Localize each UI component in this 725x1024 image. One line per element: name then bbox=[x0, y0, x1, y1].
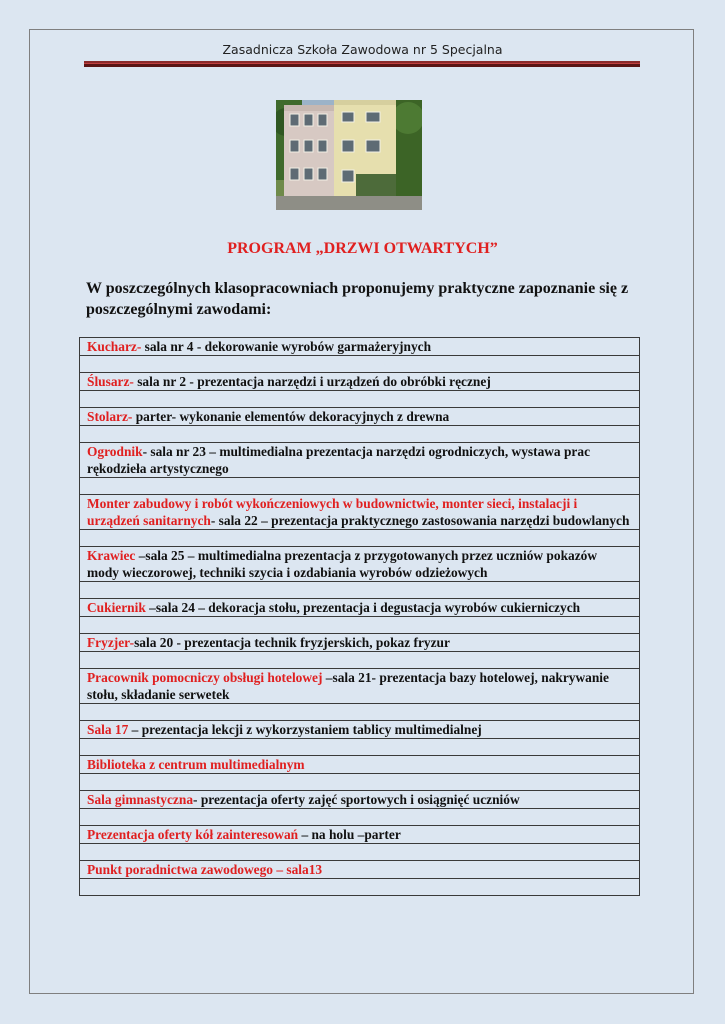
table-row-empty bbox=[80, 426, 640, 443]
program-name: Ogrodnik bbox=[87, 444, 143, 459]
table-row-empty bbox=[80, 652, 640, 669]
table-row-empty bbox=[80, 879, 640, 896]
school-building-photo bbox=[276, 100, 422, 210]
table-row bbox=[80, 373, 640, 391]
table-row-empty bbox=[80, 809, 640, 826]
program-cell bbox=[80, 721, 640, 739]
program-cell bbox=[80, 634, 640, 652]
header-school-name: Zasadnicza Szkoła Zawodowa nr 5 Specjalna bbox=[222, 42, 503, 57]
program-cell bbox=[80, 826, 640, 844]
program-cell bbox=[80, 338, 640, 356]
program-name: Stolarz- bbox=[87, 409, 133, 424]
program-cell bbox=[80, 861, 640, 879]
table-row-empty bbox=[80, 704, 640, 721]
program-desc: parter- wykonanie elementów dekoracyjnych z drewna bbox=[132, 409, 450, 424]
program-cell bbox=[80, 495, 640, 530]
program-name: Fryzjer- bbox=[87, 635, 135, 650]
program-table bbox=[79, 337, 640, 896]
table-row-empty bbox=[80, 356, 640, 373]
program-desc: – na holu –parter bbox=[298, 827, 401, 842]
program-cell bbox=[80, 408, 640, 426]
program-name: Sala 17 bbox=[87, 722, 129, 737]
program-cell bbox=[80, 791, 640, 809]
table-row bbox=[80, 599, 640, 617]
program-name: Punkt poradnictwa zawodowego – sala13 bbox=[87, 862, 323, 877]
program-desc: –sala 24 – dekoracja stołu, prezentacja i degustacja wyrobów cukierniczych bbox=[145, 600, 581, 615]
table-row bbox=[80, 669, 640, 704]
program-name: Prezentacja oferty kół zainteresowań bbox=[87, 827, 299, 842]
program-name: Krawiec bbox=[87, 548, 136, 563]
program-desc: sala nr 2 - prezentacja narzędzi i urządzeń do obróbki ręcznej bbox=[133, 374, 491, 389]
table-row bbox=[80, 791, 640, 809]
table-row bbox=[80, 338, 640, 356]
table-row bbox=[80, 756, 640, 774]
program-desc: – prezentacja lekcji z wykorzystaniem tablicy multimedialnej bbox=[128, 722, 482, 737]
program-desc: - sala nr 23 – multimedialna prezentacja narzędzi ogrodniczych, wystawa prac rękodzieła artystycznego bbox=[87, 444, 591, 476]
table-row bbox=[80, 634, 640, 652]
table-row-empty bbox=[80, 582, 640, 599]
program-name: Biblioteka z centrum multimedialnym bbox=[87, 757, 305, 772]
program-name: Kucharz- bbox=[87, 339, 142, 354]
table-row-empty bbox=[80, 530, 640, 547]
program-desc: sala nr 4 - dekorowanie wyrobów garmażeryjnych bbox=[141, 339, 432, 354]
table-row bbox=[80, 495, 640, 530]
program-name: Sala gimnastyczna bbox=[87, 792, 194, 807]
header-divider bbox=[84, 61, 640, 67]
table-row-empty bbox=[80, 478, 640, 495]
table-row-empty bbox=[80, 774, 640, 791]
program-cell bbox=[80, 443, 640, 478]
table-row bbox=[80, 721, 640, 739]
school-building-photo-svg bbox=[276, 100, 422, 210]
table-row bbox=[80, 861, 640, 879]
table-row bbox=[80, 408, 640, 426]
program-cell bbox=[80, 547, 640, 582]
program-desc: - prezentacja oferty zajęć sportowych i osiągnięć uczniów bbox=[193, 792, 520, 807]
program-cell bbox=[80, 373, 640, 391]
table-row bbox=[80, 443, 640, 478]
program-desc: –sala 21- prezentacja bazy hotelowej, nakrywanie stołu, składanie serwetek bbox=[87, 670, 609, 702]
table-row-empty bbox=[80, 844, 640, 861]
table-row-empty bbox=[80, 391, 640, 408]
program-name: Monter zabudowy i robót wykończeniowych w budownictwie, monter sieci, instalacji i urządzeń sanitarnych bbox=[87, 496, 578, 528]
program-desc: –sala 25 – multimedialna prezentacja z przygotowanych przez uczniów pokazów mody wieczorowej, techniki szycia i ozdabiania wyrobów odzieżowych bbox=[87, 548, 598, 580]
program-name: Pracownik pomocniczy obsługi hotelowej bbox=[87, 670, 323, 685]
program-name: Cukiernik bbox=[87, 600, 146, 615]
table-row bbox=[80, 547, 640, 582]
table-row bbox=[80, 826, 640, 844]
program-desc: sala 20 - prezentacja technik fryzjerskich, pokaz fryzur bbox=[134, 635, 450, 650]
program-cell bbox=[80, 669, 640, 704]
table-row-empty bbox=[80, 739, 640, 756]
table-row-empty bbox=[80, 617, 640, 634]
program-cell bbox=[80, 599, 640, 617]
program-name: Ślusarz- bbox=[87, 374, 134, 389]
page-title: PROGRAM „DRZWI OTWARTYCH” bbox=[227, 240, 498, 257]
program-cell bbox=[80, 756, 640, 774]
program-desc: - sala 22 – prezentacja praktycznego zastosowania narzędzi budowlanych bbox=[210, 513, 630, 528]
intro-paragraph: W poszczególnych klasopracowniach proponujemy praktyczne zapoznanie się z poszczególnymi zawodami: bbox=[86, 280, 629, 318]
